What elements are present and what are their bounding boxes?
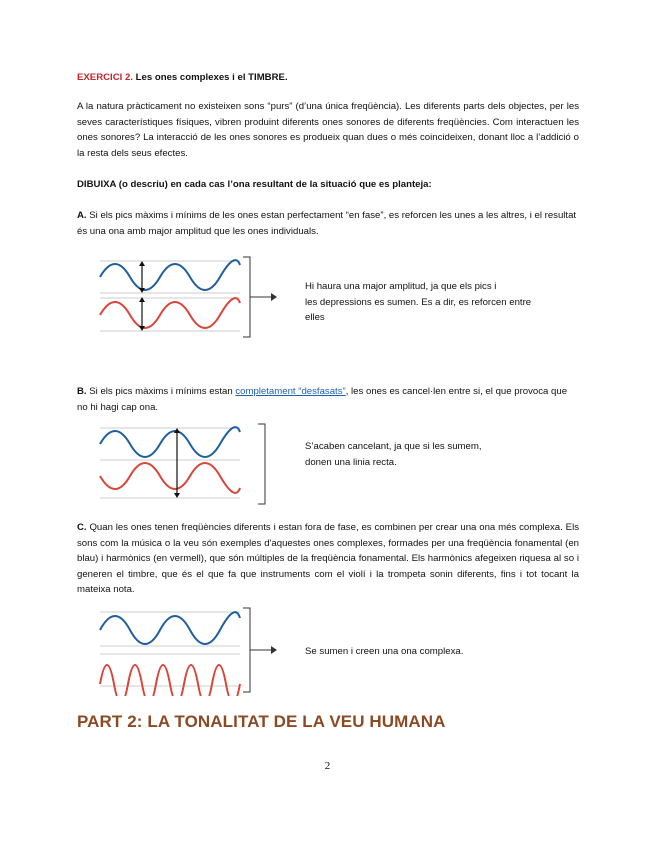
section-c-answer: Se sumen i creen una ona complexa.	[305, 646, 464, 657]
red-wave	[100, 298, 240, 328]
section-a-paragraph	[77, 208, 579, 239]
blue-wave	[100, 260, 240, 290]
red-wave	[100, 665, 240, 696]
section-c-paragraph	[77, 520, 579, 598]
section-a-answer	[305, 279, 575, 326]
figure-complex-wave	[95, 606, 285, 696]
instruction	[77, 177, 579, 193]
intro-paragraph: A la natura pràcticament no existeixen sons “purs” (d’una única freqüència). Les diferents parts dels objectes, per les seves característiques físiques, vibren produint diferents ones sonores de diferents freqüències. Com interactuen les ones sonores? La interacció de les ones sonores es produeix quan dues o més coincideixen, donant lloc a l’addició o la resta dels seus efectes.	[77, 101, 579, 159]
figure-in-phase	[95, 253, 285, 343]
blue-wave	[100, 427, 240, 457]
figure-out-of-phase	[95, 420, 285, 510]
instruction-text: DIBUIXA (o descriu) en cada cas l’ona resultant de la situació que es planteja:	[77, 179, 432, 190]
section-c-letter: C.	[77, 522, 87, 533]
answer-a-line: elles	[305, 312, 325, 324]
answer-a-line: Hi haura una major amplitud, ja que els pics i	[305, 281, 497, 292]
section-b-paragraph	[77, 384, 579, 415]
answer-b-line: S’acaben cancelant, ja que si les sumem,	[305, 441, 482, 452]
answer-b-line: donen una linia recta.	[305, 456, 397, 468]
section-b-text-before: Si els pics màxims i mínims estan	[89, 386, 236, 397]
part2-heading: PART 2: LA TONALITAT DE LA VEU HUMANA	[77, 712, 446, 731]
desfasats-link[interactable]: completament “desfasats”	[235, 386, 346, 397]
exercise-label: EXERCICI 2.	[77, 72, 133, 83]
section-a-letter: A.	[77, 210, 87, 221]
section-a-text: Si els pics màxims i mínims de les ones estan perfectament “en fase”, es reforcen les unes a les altres, i el resultat és una ona amb major amplitud que les ones individuals.	[77, 210, 577, 237]
section-b-answer	[305, 439, 575, 470]
exercise-title: Les ones complexes i el TIMBRE.	[135, 72, 288, 83]
red-wave	[100, 463, 240, 493]
page-number: 2	[324, 760, 331, 772]
blue-wave	[100, 612, 240, 644]
section-b-letter: B.	[77, 386, 87, 397]
section-b-text-after: , les ones es cancel·len entre si, el que provoca que no hi hagi cap ona.	[77, 386, 568, 413]
section-c-text: Quan les ones tenen freqüències diferents i estan fora de fase, es combinen per crear una ona més complexa. Els sons com la música o la veu són exemples d'aquestes ones complexes, formades per una freqüència fonamental (en blau) i harmònics (en vermell), que són múltiples de la freqüència fonamental. Els harmònics afegeixen riquesa al so i generen el timbre, que és el que fa que instruments com el violí i la trompeta sonin diferents, fins i tot tocant la mateixa nota.	[77, 522, 579, 596]
answer-a-line: les depressions es sumen. Es a dir, es reforcen entre	[305, 296, 532, 308]
exercise-heading	[77, 70, 579, 86]
